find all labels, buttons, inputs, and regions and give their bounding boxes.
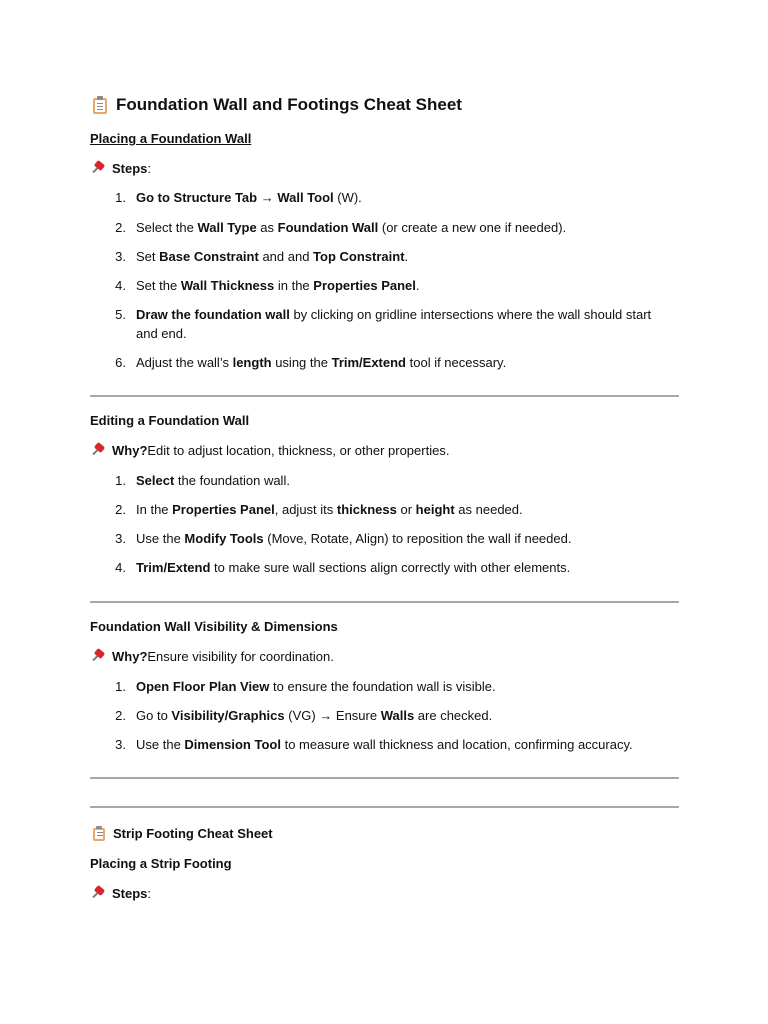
list-item-number: 2. bbox=[115, 708, 126, 723]
list-item-text bbox=[136, 471, 672, 490]
bold-text: Go to Structure Tab → Wall Tool bbox=[136, 190, 334, 205]
pushpin-icon bbox=[90, 887, 106, 901]
text-run: (VG) → Ensure bbox=[284, 708, 381, 723]
list-item-number: 2. bbox=[115, 220, 126, 235]
list-item-text bbox=[136, 735, 672, 754]
steps-label bbox=[90, 161, 151, 176]
page-title-text: Foundation Wall and Footings Cheat Sheet bbox=[116, 95, 462, 114]
list-item-number: 6. bbox=[115, 355, 126, 370]
list-item-number: 4. bbox=[115, 560, 126, 575]
why-label-bold: Why? bbox=[112, 649, 148, 664]
clipboard-icon bbox=[93, 96, 107, 114]
text-run: to ensure the foundation wall is visible. bbox=[269, 679, 496, 694]
text-run: as needed. bbox=[454, 502, 523, 517]
text-run: Select the bbox=[136, 220, 198, 235]
bold-text: Trim/Extend bbox=[331, 355, 407, 370]
text-run: using the bbox=[271, 355, 332, 370]
text-run: Adjust the wall’s bbox=[136, 355, 233, 370]
bold-text: Top Constraint bbox=[313, 249, 405, 264]
section-divider bbox=[90, 777, 679, 779]
text-run: (or create a new one if needed). bbox=[378, 220, 567, 235]
bold-text: length bbox=[232, 355, 272, 370]
bold-text: thickness bbox=[336, 502, 397, 517]
text-run: In the bbox=[136, 502, 173, 517]
list-item-text bbox=[136, 305, 672, 343]
text-run: . bbox=[415, 278, 420, 293]
section-heading-editing-wall: Editing a Foundation Wall bbox=[90, 413, 250, 428]
bold-text: Draw the foundation wall bbox=[136, 307, 290, 322]
text-run: by clicking on gridline intersections where the wall should start and end. bbox=[136, 307, 652, 341]
why-label-rest: Edit to adjust location, thickness, or other properties. bbox=[147, 443, 450, 458]
steps-label-rest: : bbox=[147, 161, 152, 176]
strip-footing-title-text: Strip Footing Cheat Sheet bbox=[113, 826, 273, 841]
text-run: to measure wall thickness and location, confirming accuracy. bbox=[280, 737, 633, 752]
bold-text: Walls bbox=[380, 708, 415, 723]
steps-label-bold: Steps bbox=[112, 886, 148, 901]
bold-text: Properties Panel bbox=[172, 502, 275, 517]
text-run: tool if necessary. bbox=[406, 355, 507, 370]
steps-label-rest: : bbox=[147, 886, 152, 901]
bold-text: Visibility/Graphics bbox=[171, 708, 285, 723]
why-label-rest: Ensure visibility for coordination. bbox=[147, 649, 334, 664]
steps-label bbox=[90, 886, 151, 901]
clipboard-icon bbox=[93, 826, 105, 841]
bold-text: Dimension Tool bbox=[184, 737, 281, 752]
text-run: Go to bbox=[136, 708, 172, 723]
bold-text: Open Floor Plan View bbox=[136, 679, 270, 694]
list-item-text bbox=[136, 706, 672, 725]
pushpin-icon bbox=[90, 162, 106, 176]
why-label bbox=[90, 649, 334, 664]
list-item-number: 1. bbox=[115, 190, 126, 205]
list-item-text bbox=[136, 247, 672, 266]
text-run: , adjust its bbox=[274, 502, 337, 517]
list-item-text bbox=[136, 677, 672, 696]
section-heading-visibility: Foundation Wall Visibility & Dimensions bbox=[90, 619, 338, 634]
text-run: Use the bbox=[136, 737, 185, 752]
section-heading-placing-wall: Placing a Foundation Wall bbox=[90, 131, 252, 146]
list-item-text bbox=[136, 188, 672, 207]
section-heading-placing-footing: Placing a Strip Footing bbox=[90, 856, 232, 871]
text-run: as bbox=[256, 220, 278, 235]
text-run: in the bbox=[274, 278, 314, 293]
pushpin-icon bbox=[90, 650, 106, 664]
bold-text: Wall Type bbox=[197, 220, 257, 235]
text-run: Set the bbox=[136, 278, 181, 293]
text-run: the foundation wall. bbox=[174, 473, 290, 488]
bold-text: Modify Tools bbox=[184, 531, 264, 546]
bold-text: Trim/Extend bbox=[136, 560, 211, 575]
list-item-number: 2. bbox=[115, 502, 126, 517]
section-divider bbox=[90, 601, 679, 603]
list-item-text bbox=[136, 529, 672, 548]
list-item-text bbox=[136, 276, 672, 295]
list-item-text bbox=[136, 218, 672, 237]
steps-label-bold: Steps bbox=[112, 161, 148, 176]
list-item-number: 4. bbox=[115, 278, 126, 293]
list-item-number: 3. bbox=[115, 531, 126, 546]
text-run: (W). bbox=[333, 190, 362, 205]
list-item-number: 1. bbox=[115, 679, 126, 694]
bold-text: Properties Panel bbox=[313, 278, 416, 293]
list-item-number: 3. bbox=[115, 249, 126, 264]
text-run: Use the bbox=[136, 531, 185, 546]
bold-text: Base Constraint bbox=[159, 249, 259, 264]
section-divider bbox=[90, 806, 679, 808]
pushpin-icon bbox=[90, 444, 106, 458]
list-item-text bbox=[136, 353, 672, 372]
list-item-text bbox=[136, 558, 672, 577]
text-run: to make sure wall sections align correctly with other elements. bbox=[210, 560, 571, 575]
page-title bbox=[90, 95, 462, 115]
section-divider bbox=[90, 395, 679, 397]
text-run: . bbox=[404, 249, 409, 264]
bold-text: Wall Thickness bbox=[180, 278, 275, 293]
list-item-number: 3. bbox=[115, 737, 126, 752]
why-label-bold: Why? bbox=[112, 443, 148, 458]
list-item-text bbox=[136, 500, 672, 519]
text-run: and and bbox=[258, 249, 314, 264]
bold-text: height bbox=[415, 502, 455, 517]
why-label bbox=[90, 443, 449, 458]
strip-footing-title bbox=[90, 826, 273, 841]
bold-text: Select bbox=[136, 473, 175, 488]
text-run: (Move, Rotate, Align) to reposition the wall if needed. bbox=[263, 531, 572, 546]
bold-text: Foundation Wall bbox=[277, 220, 379, 235]
text-run: are checked. bbox=[414, 708, 493, 723]
text-run: Set bbox=[136, 249, 160, 264]
list-item-number: 5. bbox=[115, 307, 126, 322]
text-run: or bbox=[396, 502, 416, 517]
list-item-number: 1. bbox=[115, 473, 126, 488]
